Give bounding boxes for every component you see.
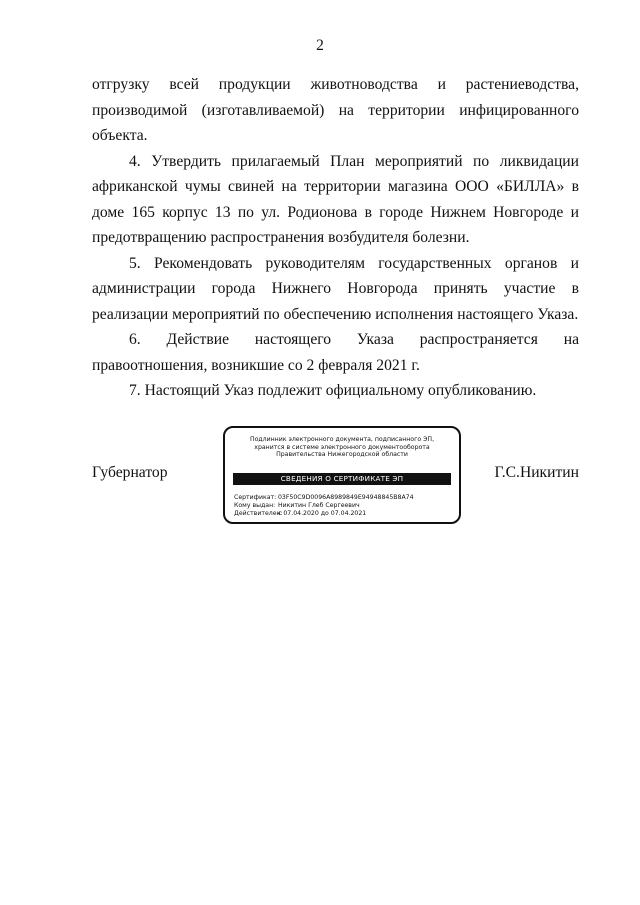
certificate-value: 03F50C9D0096A8989849E94948845B8A74	[278, 494, 414, 501]
stamp-valid-row	[234, 510, 454, 518]
paragraph-continuation: отгрузку всей продукции животноводства и растениеводства, производимой (изготавливаемой) на территории инфицированного объекта.	[92, 76, 579, 144]
page-number: 2	[316, 37, 324, 54]
stamp-header-line: Подлинник электронного документа, подписанного ЭП,	[249, 436, 435, 443]
signature-block	[92, 426, 579, 528]
stamp-details	[234, 494, 454, 519]
stamp-certificate-row	[234, 494, 454, 502]
stamp-header	[225, 436, 459, 459]
certificate-label: Сертификат:	[234, 494, 277, 501]
issued-to-label: Кому выдан:	[234, 502, 276, 510]
stamp-header-line: Правительства Нижегородской области	[276, 451, 408, 459]
signatory-name: Г.С.Никитин	[494, 464, 579, 481]
issued-to-value: Никитин Глеб Сергеевич	[278, 502, 360, 510]
paragraph-item-6: 6. Действие настоящего Указа распространяется на правоотношения, возникшие со 2 февраля 2021 г.	[92, 331, 579, 374]
paragraph-item-5: 5. Рекомендовать руководителям государственных органов и администрации города Нижнего Новгорода принять участие в реализации мероприятий по обеспечению исполнения настоящего Указа.	[92, 254, 579, 323]
valid-label: Действителен:	[234, 510, 283, 518]
valid-value: с 07.04.2020 до 07.04.2021	[278, 510, 367, 518]
stamp-header-line: хранится в системе электронного документооборота	[254, 443, 430, 451]
stamp-certificate-bar: СВЕДЕНИЯ О СЕРТИФИКАТЕ ЭП	[233, 473, 451, 485]
document-body	[92, 72, 579, 404]
paragraph-item-7: 7. Настоящий Указ подлежит официальному опубликованию.	[129, 382, 537, 399]
signatory-title: Губернатор	[92, 464, 168, 481]
paragraph-item-4: 4. Утвердить прилагаемый План мероприятий по ликвидации африканской чумы свиней на территории магазина ООО «БИЛЛА» в доме 165 корпус 13 по ул. Родионова в городе Нижнем Новгороде и предотвращению распространения возбудителя болезни.	[92, 152, 579, 246]
electronic-signature-stamp	[223, 426, 461, 524]
